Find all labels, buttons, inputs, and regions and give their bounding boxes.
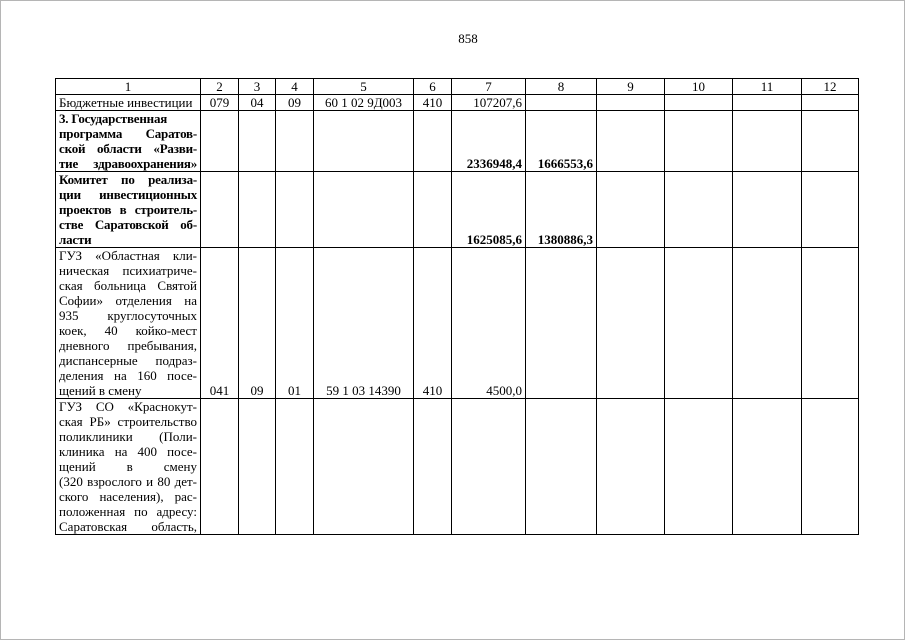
- label-line: клиника на 400 посе-: [59, 444, 197, 459]
- table-row: [56, 95, 859, 111]
- row-label: [56, 172, 201, 248]
- table-cell: 01: [276, 248, 314, 399]
- table-cell: 09: [276, 95, 314, 111]
- table-cell: [597, 248, 665, 399]
- table-cell: [314, 111, 414, 172]
- table-cell: 107207,6: [452, 95, 526, 111]
- header-cell: 4: [276, 79, 314, 95]
- label-line: ского населения), рас-: [59, 489, 197, 504]
- label-line: тие здравоохранения»: [59, 156, 197, 171]
- table-cell: [314, 172, 414, 248]
- table-cell: 59 1 03 14390: [314, 248, 414, 399]
- budget-table: [55, 78, 859, 535]
- label-line: ской области «Разви-: [59, 141, 197, 156]
- table-cell: 09: [239, 248, 276, 399]
- table-cell: [239, 399, 276, 535]
- header-cell: 6: [414, 79, 452, 95]
- label-line: ГУЗ «Областная кли-: [59, 248, 197, 263]
- header-cell: 2: [201, 79, 239, 95]
- table-cell: [733, 111, 802, 172]
- table-cell: [526, 95, 597, 111]
- header-cell: 3: [239, 79, 276, 95]
- table-row: [56, 248, 859, 399]
- label-line: деления на 160 посе-: [59, 368, 197, 383]
- label-line: ская РБ» строительство: [59, 414, 197, 429]
- header-row: [56, 79, 859, 95]
- table-cell: 079: [201, 95, 239, 111]
- table-cell: 60 1 02 9Д003: [314, 95, 414, 111]
- table-cell: 410: [414, 248, 452, 399]
- label-line: 3. Государственная: [59, 111, 168, 126]
- row-label: [56, 399, 201, 535]
- label-line: поликлиники (Поли-: [59, 429, 197, 444]
- label-line: Саратовская область,: [59, 519, 197, 534]
- table-cell: [201, 399, 239, 535]
- table-cell: [802, 172, 859, 248]
- label-line: (320 взрослого и 80 дет-: [59, 474, 197, 489]
- table-cell: [802, 248, 859, 399]
- table-cell: 1625085,6: [452, 172, 526, 248]
- header-cell: 5: [314, 79, 414, 95]
- header-cell: 12: [802, 79, 859, 95]
- label-line: Софии» отделения на: [59, 293, 197, 308]
- table-cell: [239, 111, 276, 172]
- label-line: проектов в строитель-: [59, 202, 197, 217]
- label-line: Комитет по реализа-: [59, 172, 197, 187]
- table-cell: [665, 248, 733, 399]
- label-line: 935 круглосуточных: [59, 308, 197, 323]
- header-cell: 10: [665, 79, 733, 95]
- table-cell: [802, 111, 859, 172]
- label-line: диспансерные подраз-: [59, 353, 197, 368]
- row-label: [56, 111, 201, 172]
- label-line: щений в смену: [59, 383, 142, 398]
- row-label: [56, 248, 201, 399]
- label-line: коек, 40 койко-мест: [59, 323, 197, 338]
- table-cell: 410: [414, 95, 452, 111]
- label-line: программа Саратов-: [59, 126, 197, 141]
- table-cell: [276, 172, 314, 248]
- label-line: ническая психиатриче-: [59, 263, 197, 278]
- table-cell: 2336948,4: [452, 111, 526, 172]
- header-cell: 7: [452, 79, 526, 95]
- table-cell: [597, 95, 665, 111]
- table-cell: [665, 172, 733, 248]
- table-cell: [665, 111, 733, 172]
- table-cell: [802, 399, 859, 535]
- label-line: дневного пребывания,: [59, 338, 197, 353]
- table-cell: [597, 399, 665, 535]
- page-number: 858: [458, 31, 478, 46]
- table-row: [56, 172, 859, 248]
- table-cell: [414, 172, 452, 248]
- label-line: щений в смену: [59, 459, 197, 474]
- label-line: положенная по адресу:: [59, 504, 197, 519]
- table-cell: 4500,0: [452, 248, 526, 399]
- table-cell: [733, 95, 802, 111]
- header-cell: 9: [597, 79, 665, 95]
- table-cell: [414, 399, 452, 535]
- table-row: [56, 111, 859, 172]
- table-cell: [665, 95, 733, 111]
- label-line: ции инвестиционных: [59, 187, 197, 202]
- header-cell: 11: [733, 79, 802, 95]
- table-cell: [802, 95, 859, 111]
- table-cell: [201, 111, 239, 172]
- label-line: стве Саратовской об-: [59, 217, 197, 232]
- row-label: [56, 95, 201, 111]
- table-cell: [733, 248, 802, 399]
- label-line: ГУЗ СО «Краснокут-: [59, 399, 197, 414]
- table-cell: [276, 111, 314, 172]
- table-cell: [733, 172, 802, 248]
- label-line: Бюджетные инвестиции: [59, 95, 193, 110]
- table-cell: 041: [201, 248, 239, 399]
- table-cell: 1666553,6: [526, 111, 597, 172]
- table-cell: [239, 172, 276, 248]
- table-cell: [314, 399, 414, 535]
- header-cell: 1: [56, 79, 201, 95]
- table-cell: [526, 248, 597, 399]
- table-cell: [665, 399, 733, 535]
- table-cell: [452, 399, 526, 535]
- table-cell: [597, 172, 665, 248]
- label-line: ская больница Святой: [59, 278, 197, 293]
- header-cell: 8: [526, 79, 597, 95]
- table-cell: 1380886,3: [526, 172, 597, 248]
- table-cell: [201, 172, 239, 248]
- table-cell: [526, 399, 597, 535]
- table-cell: [414, 111, 452, 172]
- label-line: ласти: [59, 232, 92, 247]
- table-cell: 04: [239, 95, 276, 111]
- table-cell: [276, 399, 314, 535]
- table-cell: [597, 111, 665, 172]
- table-cell: [733, 399, 802, 535]
- table-row: [56, 399, 859, 535]
